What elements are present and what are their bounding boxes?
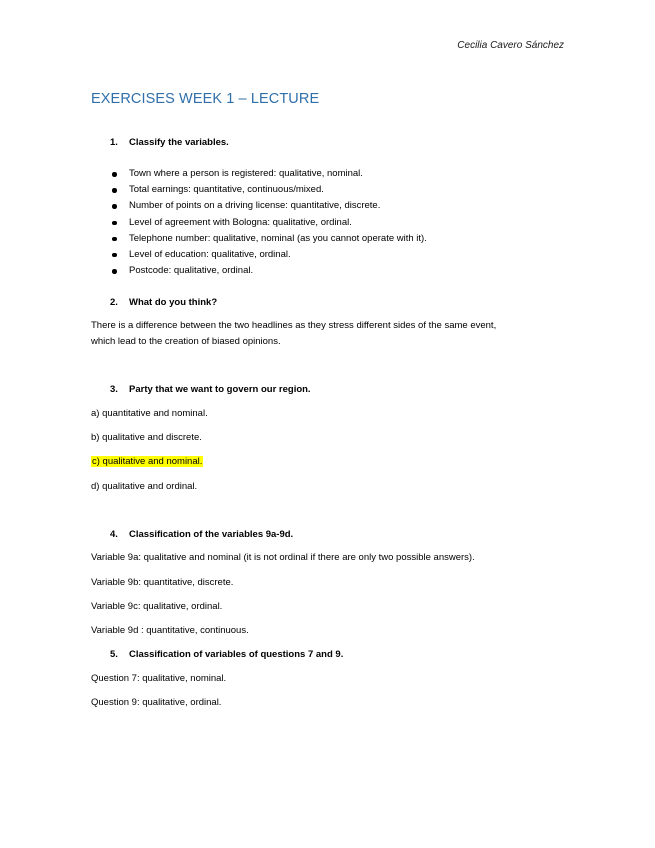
question-9: Question 9: qualitative, ordinal. <box>91 697 222 708</box>
section-2-title: What do you think? <box>129 297 218 308</box>
variable-9b: Variable 9b: quantitative, discrete. <box>91 577 234 588</box>
section-1-title: Classify the variables. <box>129 137 229 148</box>
section-3-heading <box>110 384 311 395</box>
section-2-line-1: There is a difference between the two headlines as they stress different sides of the same event, <box>91 320 497 331</box>
section-1-heading <box>110 137 229 148</box>
bullet-icon <box>112 237 117 242</box>
list-item: Telephone number: qualitative, nominal (as you cannot operate with it). <box>110 231 427 247</box>
section-4-title: Classification of the variables 9a-9d. <box>129 529 294 540</box>
bullet-icon <box>112 172 117 177</box>
section-4-number: 4. <box>110 529 118 540</box>
header-author: Cecilia Cavero Sánchez <box>457 40 564 51</box>
list-item: Postcode: qualitative, ordinal. <box>110 263 427 279</box>
bullet-icon <box>112 188 117 193</box>
option-b: b) qualitative and discrete. <box>91 432 202 443</box>
section-4-heading <box>110 529 293 540</box>
bullet-icon <box>112 221 117 226</box>
section-5-heading <box>110 649 343 660</box>
bullet-icon <box>112 204 117 209</box>
section-1-number: 1. <box>110 137 118 148</box>
page-title: EXERCISES WEEK 1 – LECTURE <box>91 91 320 107</box>
list-item: Number of points on a driving license: quantitative, discrete. <box>110 198 427 214</box>
option-a: a) quantitative and nominal. <box>91 408 208 419</box>
section-5-title: Classification of variables of questions 7 and 9. <box>129 649 344 660</box>
option-d: d) qualitative and ordinal. <box>91 481 198 492</box>
variable-9a: Variable 9a: qualitative and nominal (it is not ordinal if there are only two possible answers). <box>91 552 475 563</box>
highlighted-answer: c) qualitative and nominal. <box>92 456 203 467</box>
section-2-number: 2. <box>110 297 118 308</box>
list-item: Level of education: qualitative, ordinal. <box>110 247 427 263</box>
section-3-number: 3. <box>110 384 118 395</box>
list-item: Town where a person is registered: qualitative, nominal. <box>110 166 427 182</box>
variable-9c: Variable 9c: qualitative, ordinal. <box>91 601 223 612</box>
bullet-icon <box>112 269 117 274</box>
section-2-line-2: which lead to the creation of biased opinions. <box>91 336 281 347</box>
section-5-number: 5. <box>110 649 118 660</box>
section-1-list <box>110 166 427 279</box>
bullet-icon <box>112 253 117 258</box>
list-item: Level of agreement with Bologna: qualitative, ordinal. <box>110 215 427 231</box>
variable-9d: Variable 9d : quantitative, continuous. <box>91 625 249 636</box>
list-item: Total earnings: quantitative, continuous/mixed. <box>110 182 427 198</box>
question-7: Question 7: qualitative, nominal. <box>91 673 227 684</box>
section-2-heading <box>110 297 217 308</box>
section-3-title: Party that we want to govern our region. <box>129 384 311 395</box>
option-c <box>91 454 203 470</box>
